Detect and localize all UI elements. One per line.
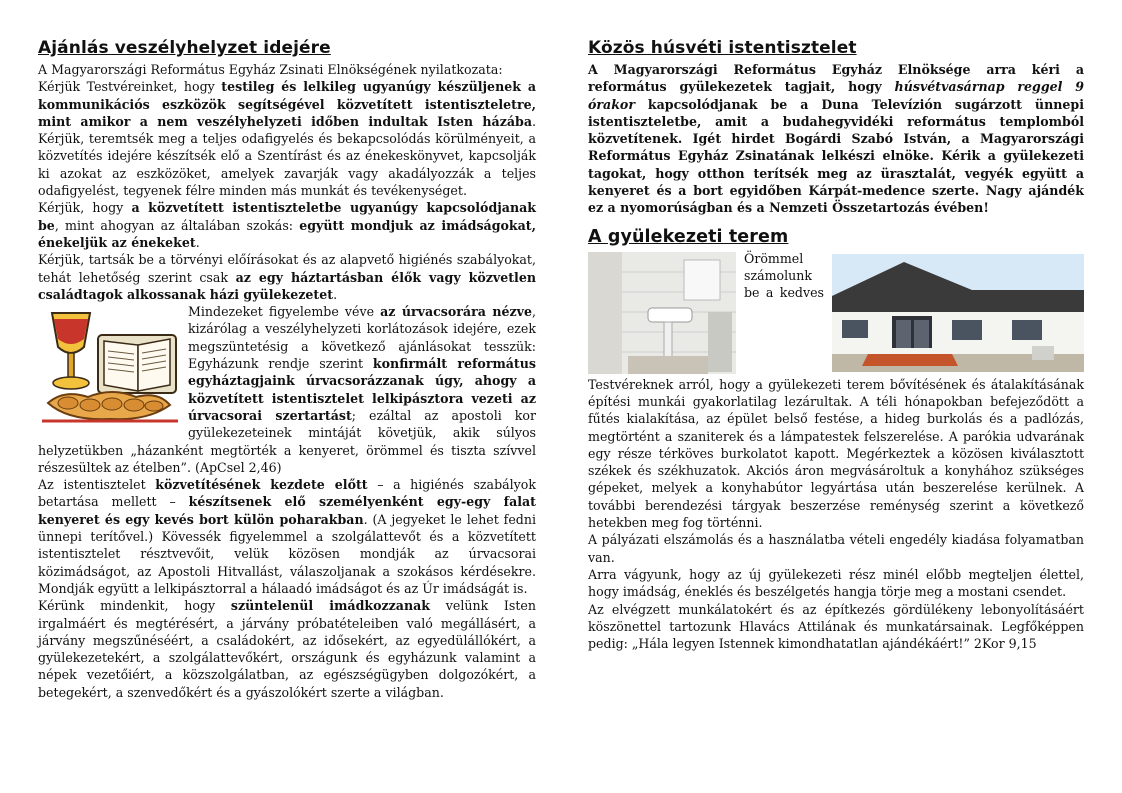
text-run: velünk Isten irgalmáért és megtérésért, a járvány próbatételeiben való megállásért, a járvány megszűnéséért, a családokért, az idősekért, az egyedülállókért, a gyülekezetekért, a szolgálattevőkért, országunk és egyházunk valamint a népek vezetőiért, a közszolgálatban, az egészségügyben dolgozókért, a betegekért, a szenvedőkért és a gyászolókért szerte a világban.: [38, 598, 536, 700]
text-run: , mint ahogyan az általában szokás:: [54, 217, 300, 233]
congregation-building-photo: [832, 254, 1084, 372]
paragraph-thanks: Az elvégzett munkálatokért és az építkezés gördülékeny lebonyolításáért köszönettel tartozunk Hlavács Attilának és munkatársainak. Legfőképpen pedig: „Hála legyen Istennek kimondhatatlan ajándékáért!” 2Kor 9,15: [588, 601, 1084, 652]
paragraph-rules: [38, 251, 536, 303]
paragraph-join: [38, 199, 536, 251]
bold-text-run: az úrvacsorára nézve: [380, 304, 532, 320]
bathroom-photo: [588, 252, 736, 374]
text-run: .: [333, 286, 338, 302]
intro-statement: A Magyarországi Református Egyház Zsinati Elnökségének nyilatkozata:: [38, 62, 503, 77]
paragraph-wish: Arra vágyunk, hogy az új gyülekezeti rész minél előbb megteljen élettel, hogy imádság, éneklés és beszélgetés hangja törje meg a mostani csendet.: [588, 566, 1084, 600]
italic-text-run: húsvétvasárnap reggel 9 órakor: [588, 79, 1084, 112]
heading-emergency-recommendation: Ajánlás veszélyhelyzet idejére: [38, 38, 331, 58]
text-run: – a higiénés szabályok betartása mellett –: [38, 477, 536, 510]
text-run: ; ezáltal az apostoli kor gyülekezeteinek mintáját követjük, akik súlyos helyzetükben „házanként megtörték a kenyeret, örömmel és tiszta szívvel részesültek az ételben”. (ApCsel 2,46): [38, 407, 537, 475]
paragraph-before-broadcast: [38, 476, 536, 597]
bold-text-run: konfirmált református egyháztagjaink úrvacsorázzanak úgy, ahogy a közvetített istentisztelet lelkipásztora vezeti az úrvacsorai szertartást: [188, 356, 536, 423]
text-run: A Magyarországi Református Egyház Elnöksége arra kéri a református gyülekezetek tagjait, hogy: [588, 62, 1084, 95]
text-run: .: [195, 234, 200, 250]
text-run: Kérünk mindenkit, hogy: [38, 598, 231, 614]
bold-text-run: az egy háztartásban élők vagy közvetlen családtagok alkossanak házi gyülekezetet: [38, 269, 536, 302]
text-run: Az istentisztelet: [38, 477, 156, 493]
paragraph-hall-progress: Örömmel számolunk be a kedves Testvéreknek arról, hogy a gyülekezeti terem bővítésének és átalakításának építési munkái gyakorlatilag lezárultak. A téli hónapokban befejeződött a fűtés kialakítása, az épület belső festése, a hideg burkolás és a padlózás, megtörtént a szaniterek és a lámpatestek felszerelése. A parókia udvarának egy része térköves burkolatot kapott. Megérkeztek a közösen kiválasztott székek és székhuzatok. Akciós áron megvásároltuk a konyhához szükséges gépeket, melyek a konyhabútor legyártása után beszerelése kerülnek. A további berendezési tárgyak beszerzése reménység szerint a következő hetekben meg fog történni.: [588, 250, 1084, 531]
text-run: Kérjük, hogy: [38, 200, 132, 216]
heading-easter-service: Közös húsvéti istentisztelet: [588, 38, 857, 58]
bold-text-run: a közvetített istentiszteletbe ugyanúgy kapcsolódjanak be: [38, 200, 537, 233]
paragraph-prayer: [38, 597, 536, 701]
text-run: Mindezeket figyelembe véve: [188, 304, 381, 320]
paragraph-prepare: [38, 78, 536, 199]
bold-text-run: együtt mondjuk az imádságokat, énekeljük az énekeket: [38, 217, 536, 250]
text-run: kapcsolódjanak be a Duna Televízión sugárzott ünnepi istentiszteletbe, amit a budahegyvidéki református templomból közvetítenek. Igét hirdet Bogárdi Szabó István, a Magyarországi Református Egyház Zsinatának lelkészi elnöke. Kérik a gyülekezeti tagokat, hogy otthon terítsék meg az ürasztalát, vegyék együtt a kenyeret és a bort egyidőben Kárpát-medence szerte. Nagy ajándék ez a nyomorúságban és a Nemzeti Összetartozás évében!: [588, 96, 1084, 216]
text-run: . Kérjük, teremtsék meg a teljes odafigyelés és bekapcsolódás körülményeit, a közvetítés idejére készítsék elő a Szentírást és az énekeskönyvet, kapcsolják ki azokat az eszközöket, amelyek zavarják vagy akadályozzák a teljes odafigyelést, tegyenek félre minden más munkát és tevékenységet.: [38, 113, 536, 199]
right-column: [588, 38, 1084, 652]
heading-congregation-hall: A gyülekezeti terem: [588, 226, 789, 247]
bold-text-run: készítsenek elő személyenként egy-egy falat kenyeret és egy kevés bort külön poharakban: [38, 494, 536, 527]
paragraph-permit: A pályázati elszámolás és a használatba vételi engedély kiadása folyamatban van.: [588, 532, 1084, 565]
bold-text-run: testileg és lelkileg ugyanúgy készüljenek a kommunikációs eszközök segítségével közvetített istentiszteletre, mint amikor a nem veszélyhelyzeti időben indultak Isten házába: [38, 79, 537, 129]
left-column: [38, 38, 536, 701]
bold-text-run: közvetítésének kezdete előtt: [155, 477, 368, 493]
text-run: Kérjük Testvéreinket, hogy: [38, 79, 222, 95]
text-run: Kérjük, tartsák be a törvényi előírásokat és az alapvető higiénés szabályokat, tehát lehetőség szerint csak: [38, 252, 536, 285]
text-run: . (A jegyeket le lehet fedni ünnepi terítővel.) Kövessék figyelemmel a szolgálattevőt és a közvetített istentisztelet résztvevőit, velük közösen mondják az úrvacsorai közimádságot, az Apostoli Hitvallást, válaszoljanak a szokásos kérdésekre. Mondják együtt a lelkipásztorral a hálaadó imádságot és az Úr imádságát is.: [38, 511, 536, 596]
bold-text-run: szüntelenül imádkozzanak: [230, 598, 431, 614]
communion-bible-illustration: [38, 305, 180, 427]
text-run: , kizárólag a veszélyhelyzeti korlátozások idejére, ezek megszüntetésig a következő ajánlásokat tesszük: Egyházunk rendje szerint: [188, 304, 536, 372]
paragraph-easter-service: [588, 61, 1084, 217]
